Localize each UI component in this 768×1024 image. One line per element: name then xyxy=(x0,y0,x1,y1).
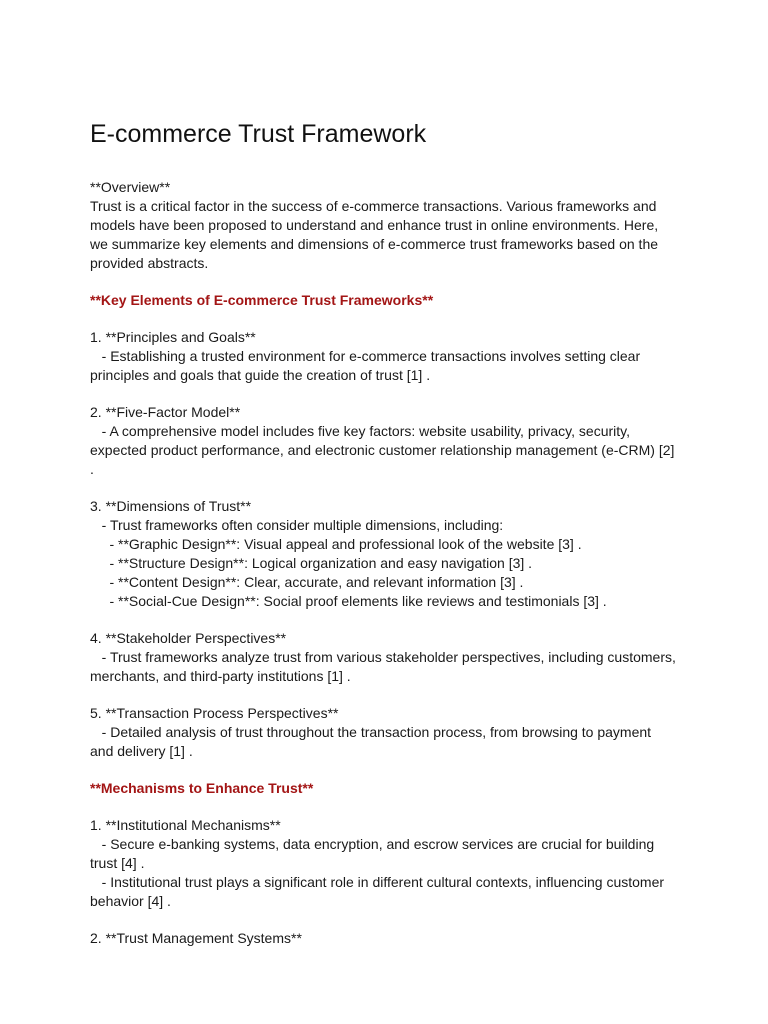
list-item-text: - **Graphic Design**: Visual appeal and professional look of the website [3] . xyxy=(90,536,582,552)
page-title: E-commerce Trust Framework xyxy=(90,120,427,148)
list-item-text: - **Social-Cue Design**: Social proof elements like reviews and testimonials [3] . xyxy=(90,593,607,609)
list-item-text: - Establishing a trusted environment for e-commerce transactions involves setting clear principles and goals that guide the creation of trust [1] . xyxy=(90,348,645,383)
list-item-title: 2. **Trust Management Systems** xyxy=(90,930,302,946)
list-item-text: - Institutional trust plays a significant role in different cultural contexts, influencing customer behavior [4] . xyxy=(90,874,668,909)
list-item-text: - Trust frameworks often consider multiple dimensions, including: xyxy=(90,517,504,533)
overview-heading: **Overview** xyxy=(90,179,171,195)
list-item-text: - **Content Design**: Clear, accurate, and relevant information [3] . xyxy=(90,574,524,590)
list-item-title: 3. **Dimensions of Trust** xyxy=(90,498,252,514)
list-item xyxy=(90,328,678,385)
mechanisms-list xyxy=(90,798,678,948)
list-item xyxy=(90,816,678,911)
list-item xyxy=(90,704,678,761)
list-item-text: - Detailed analysis of trust throughout the transaction process, from browsing to payment and delivery [1] . xyxy=(90,724,655,759)
list-item-text: - Trust frameworks analyze trust from various stakeholder perspectives, including customers, merchants, and third-party institutions [1] . xyxy=(90,649,680,684)
section-heading-mechanisms: **Mechanisms to Enhance Trust** xyxy=(90,780,314,796)
list-item-title: 2. **Five-Factor Model** xyxy=(90,404,241,420)
list-item-title: 1. **Institutional Mechanisms** xyxy=(90,817,281,833)
list-item-title: 4. **Stakeholder Perspectives** xyxy=(90,630,287,646)
list-item-text: - **Structure Design**: Logical organization and easy navigation [3] . xyxy=(90,555,533,571)
key-elements-list xyxy=(90,310,678,761)
list-item xyxy=(90,629,678,686)
list-item-text: - Secure e-banking systems, data encryption, and escrow services are crucial for building trust [4] . xyxy=(90,836,659,871)
list-item xyxy=(90,929,678,948)
section-heading-key-elements: **Key Elements of E-commerce Trust Frameworks** xyxy=(90,292,434,308)
list-item xyxy=(90,403,678,479)
list-item xyxy=(90,497,678,611)
overview-text: Trust is a critical factor in the success of e-commerce transactions. Various frameworks and models have been proposed to understand and enhance trust in online environments. Here, we summarize key elements and dimensions of e-commerce trust frameworks based on the provided abstracts. xyxy=(90,198,663,271)
list-item-title: 5. **Transaction Process Perspectives** xyxy=(90,705,339,721)
list-item-title: 1. **Principles and Goals** xyxy=(90,329,256,345)
list-item-text: - A comprehensive model includes five key factors: website usability, privacy, security, expected product performance, and electronic customer relationship management (e-CRM) [2] . xyxy=(90,423,679,477)
overview-section xyxy=(90,178,678,273)
